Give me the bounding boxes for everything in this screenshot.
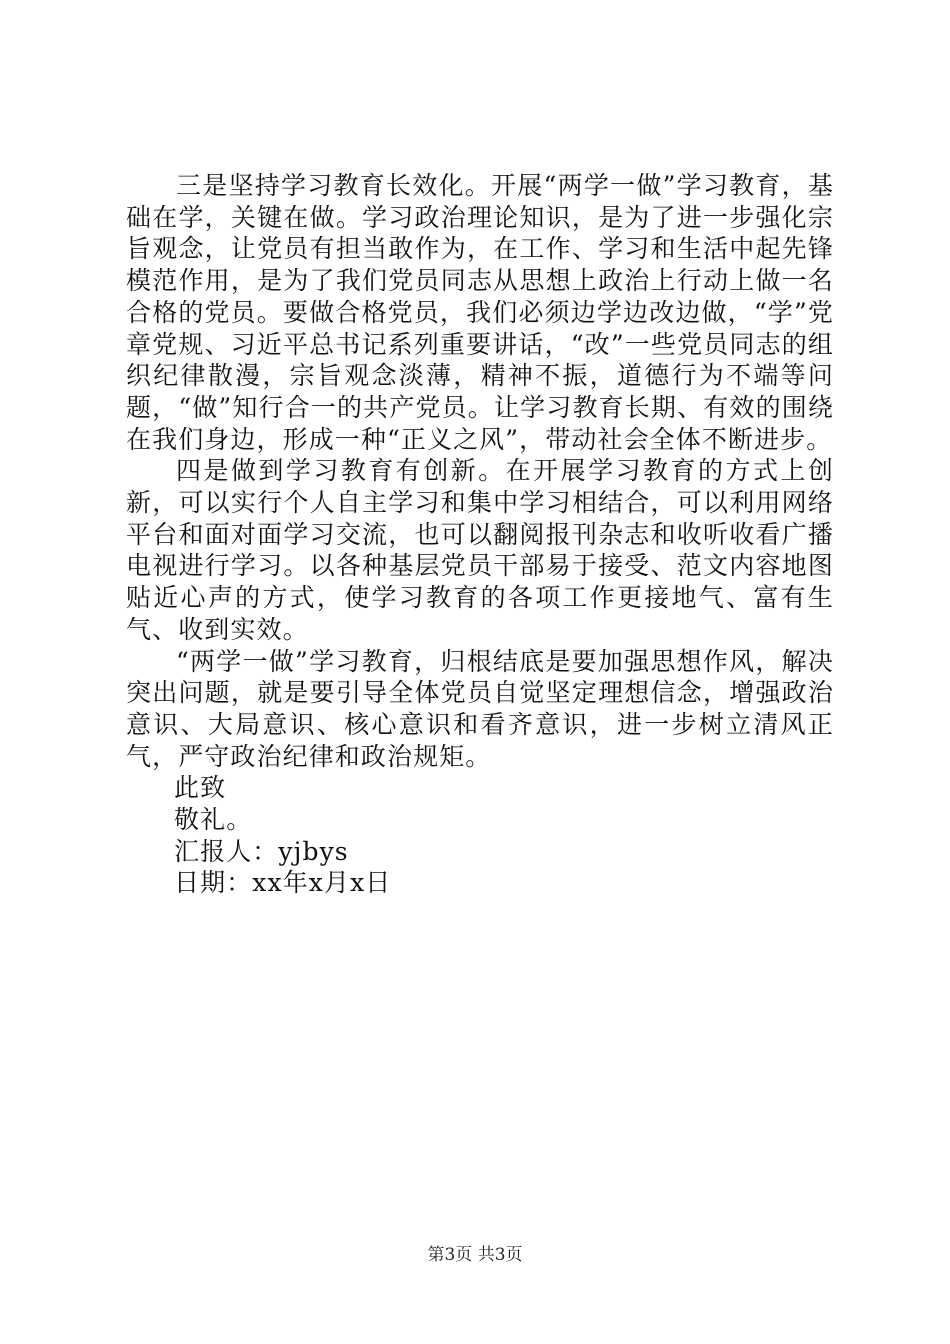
closing-date: 日期：xx年x月x日 [174, 868, 392, 898]
paragraph-conclusion: “两学一做”学习教育，归根结底是要加强思想作风，解决突出问题，就是要引导全体党员自觉坚定理想信念，增强政治意识、大局意识、核心意识和看齐意识，进一步树立清风正气，严守政治纪律和政治规矩。 [126, 646, 834, 771]
paragraph-lifelong-education: 三是坚持学习教育长效化。开展“两学一做”学习教育，基础在学，关键在做。学习政治理论知识，是为了进一步强化宗旨观念，让党员有担当敢作为，在工作、学习和生活中起先锋模范作用，是为了我们党员同志从思想上政治上行动上做一名合格的党员。要做合格党员，我们必须边学边改边做，“学”党章党规、习近平总书记系列重要讲话，“改”一些党员同志的组织纪律散漫，宗旨观念淡薄，精神不振，道德行为不端等问题，“做”知行合一的共产党员。让学习教育长期、有效的围绕在我们身边，形成一种“正义之风”，带动社会全体不断进步。 [126, 171, 834, 454]
closing-reporter: 汇报人：yjbys [174, 836, 349, 866]
page-footer: 第3页 共3页 [427, 1245, 523, 1265]
closing-salutation: 此致 [174, 773, 227, 803]
closing-regards: 敬礼。 [174, 805, 253, 835]
paragraph-education-innovation: 四是做到学习教育有创新。在开展学习教育的方式上创新，可以实行个人自主学习和集中学习相结合，可以利用网络平台和面对面学习交流，也可以翻阅报刊杂志和收听收看广播电视进行学习。以各种基层党员干部易于接受、范文内容地图贴近心声的方式，使学习教育的各项工作更接地气、富有生气、收到实效。 [126, 456, 834, 644]
document-body [126, 170, 834, 899]
